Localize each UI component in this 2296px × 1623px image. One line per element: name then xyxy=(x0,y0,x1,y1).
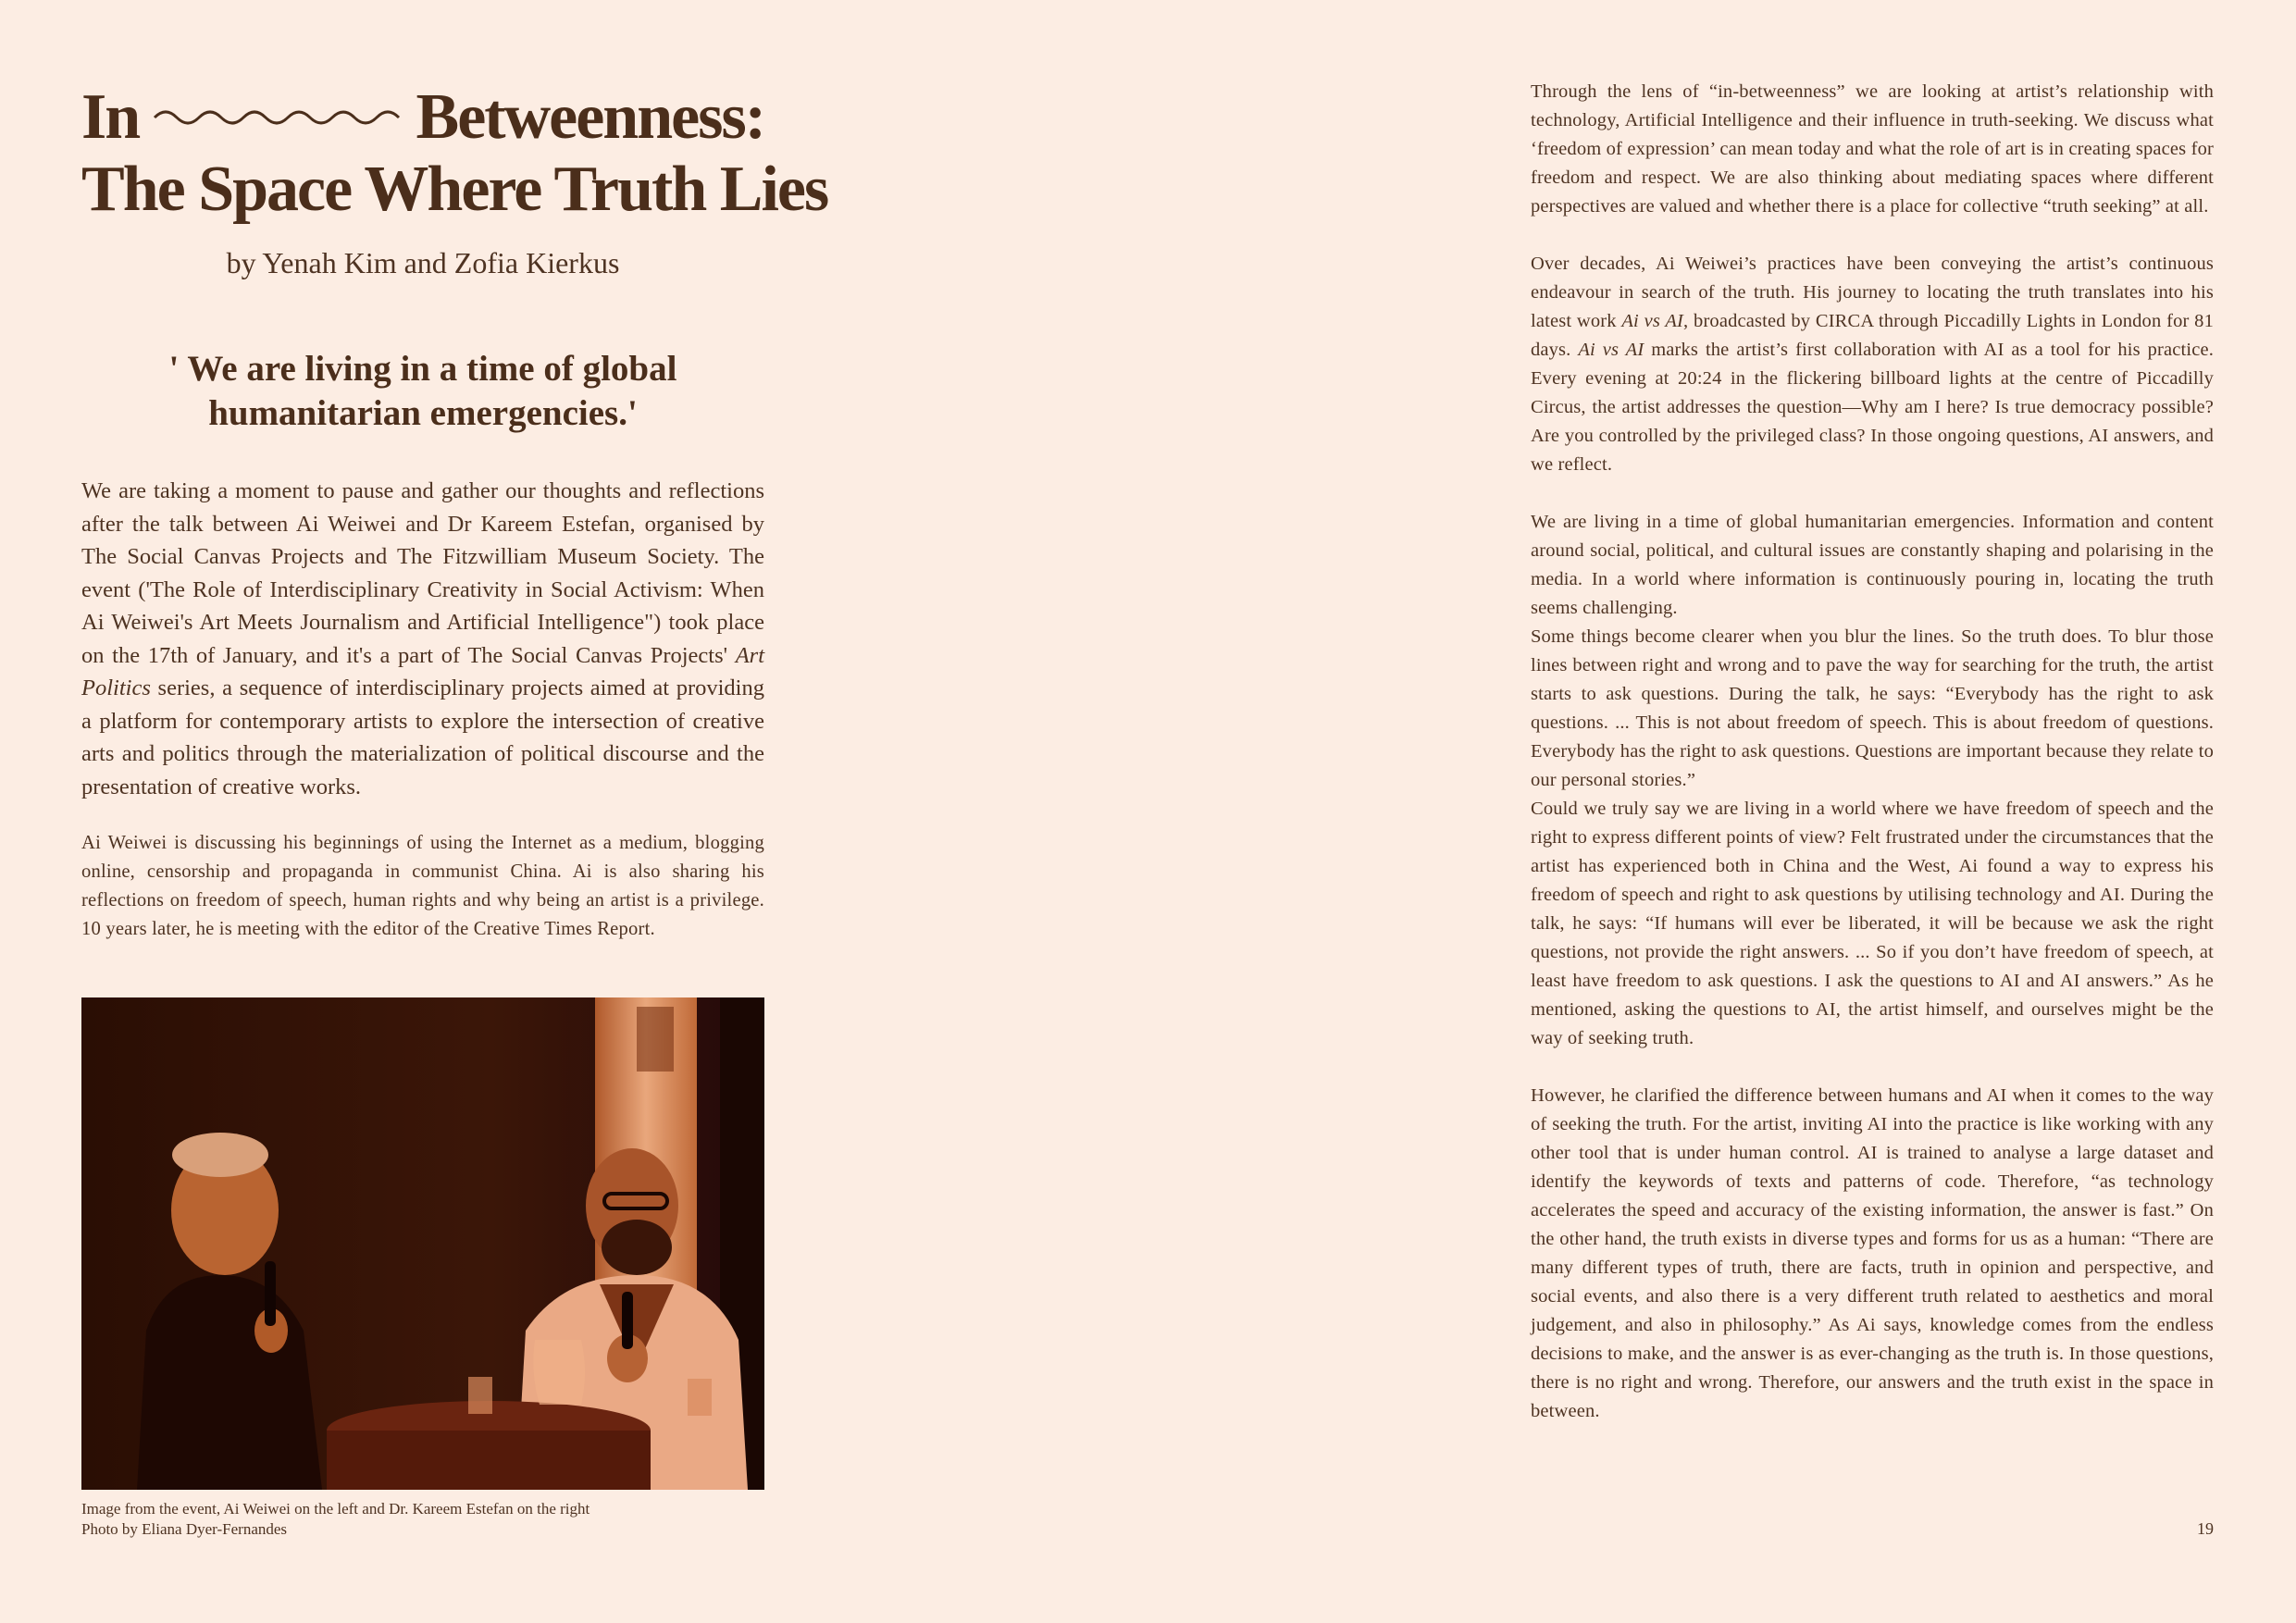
intro-text-end: series, a sequence of interdisciplinary projects aimed at providing a platform for contemporary artists to explore the intersection of creative arts and politics through the materialization of political discourse and the presentation of creative works. xyxy=(81,675,764,799)
right-paragraph-1: Through the lens of “in-betweenness” we are looking at artist’s relationship with technology, Artificial Intelligence and their influence in truth-seeking. We discuss what ‘freedom of expression’ can mean today and what the role of art is in creating spaces for freedom and respect. We are also thinking about mediating spaces where different perspectives are valued and whether there is a place for collective “truth seeking” at all. xyxy=(1531,81,2214,217)
right-column xyxy=(1531,78,2214,1426)
pull-quote-line-1: ' We are living in a time of global xyxy=(168,349,677,389)
photo-caption xyxy=(81,1499,590,1540)
pull-quote xyxy=(100,347,746,436)
pull-quote-line-2: humanitarian emergencies.' xyxy=(208,393,638,433)
left-column xyxy=(81,81,828,944)
article-title xyxy=(81,81,828,226)
byline: by Yenah Kim and Zofia Kierkus xyxy=(226,246,620,279)
intro-paragraph xyxy=(81,475,764,803)
right-paragraph-2 xyxy=(1531,250,2214,479)
right-paragraph-2-part-b: , broadcasted by CIRCA through Piccadilly Lights in London for 81 days. xyxy=(1531,311,2214,360)
event-photo xyxy=(81,997,764,1490)
right-paragraph-3: We are living in a time of global humanitarian emergencies. Information and content around social, political, and cultural issues are constantly shaping and polarising in the media. In a world where information is continuously pouring in, locating the truth seems challenging. xyxy=(1531,512,2214,618)
body-paragraph-left-text: Ai Weiwei is discussing his beginnings of using the Internet as a medium, blogging online, censorship and propaganda in communist China. Ai is also sharing his reflections on freedom of speech, human rights and why being an artist is a privilege. 10 years later, he is meeting with the editor of the Creative Times Report. xyxy=(81,833,764,939)
body-paragraph-left xyxy=(81,829,764,944)
artwork-title-2: Ai vs AI xyxy=(1578,340,1644,360)
right-paragraph-5: Could we truly say we are living in a world where we have freedom of speech and the right to express different points of view? Felt frustrated under the circumstances that the artist has experienced both in China and the West, Ai found a way to express his freedom of speech and right to ask questions by utilising technology and AI. During the talk, he says: “If humans will ever be liberated, it will be because we ask the right questions, not provide the right answers. ... So if you don’t have freedom of speech, at least have freedom to ask questions. I ask the questions to AI and AI answers.” As he mentioned, asking the questions to AI, the artist himself, and ourselves might be the way of seeking truth. xyxy=(1531,799,2214,1048)
caption-line-1: Image from the event, Ai Weiwei on the left and Dr. Kareem Estefan on the right xyxy=(81,1500,590,1518)
artwork-title: Ai vs AI xyxy=(1621,311,1684,331)
title-line-1 xyxy=(81,81,764,154)
caption-line-2: Photo by Eliana Dyer-Fernandes xyxy=(81,1520,288,1538)
wavy-line-icon xyxy=(153,104,403,131)
title-word-betweenness: Betweenness: xyxy=(416,81,764,153)
right-paragraph-6: However, he clarified the difference between humans and AI when it comes to the way of seeking the truth. For the artist, inviting AI into the practice is like working with any other tool that is under human control. AI is trained to analyse a large dataset and identify the keywords of texts and patterns of code. Therefore, “as technology accelerates the speed and accuracy of the existing information, the answer is fast.” On the other hand, the truth exists in diverse types and forms for us as a human: “There are many different types of truth, there are facts, truth in opinion and perspective, and social events, and also there is a very different truth related to aesthetics and moral judgement, and also in philosophy.” As Ai says, knowledge comes from the endless decisions to make, and the answer is as ever-changing as the truth is. In those questions, there is no right and wrong. Therefore, our answers and the truth exist in the space in between. xyxy=(1531,1085,2214,1421)
title-line-2: The Space Where Truth Lies xyxy=(81,154,828,225)
series-name: Art Politics xyxy=(81,642,764,700)
right-paragraph-2-part-c: marks the artist’s first collaboration with AI as a tool for his practice. Every evening at 20:24 in the flickering billboard lights at the centre of Piccadilly Circus, the artist addresses the question—Why am I here? Is true democracy possible? Are you controlled by the privileged class? In those ongoing questions, AI answers, and we reflect. xyxy=(1531,340,2214,475)
event-photo-illustration xyxy=(81,997,764,1490)
page-number: 19 xyxy=(2197,1519,2214,1538)
right-paragraph-2-part-a: Over decades, Ai Weiwei’s practices have been conveying the artist’s continuous endeavour in search of the truth. His journey to locating the truth translates into his latest work xyxy=(1531,254,2214,331)
intro-text-start: We are taking a moment to pause and gather our thoughts and reflections after the talk between Ai Weiwei and Dr Kareem Estefan, organised by The Social Canvas Projects and The Fitzwilliam Museum Society. The event ('The Role of Interdisciplinary Creativity in Social Activism: When Ai Weiwei's Art Meets Journalism and Artificial Intelligence") took place on the 17th of January, and it's a part of The Social Canvas Projects' xyxy=(81,478,764,668)
title-word-in: In xyxy=(81,81,140,153)
right-paragraph-4: Some things become clearer when you blur the lines. So the truth does. To blur those lines between right and wrong and to pave the way for searching for the truth, the artist starts to ask questions. During the talk, he says: “Everybody has the right to ask questions. ... This is not about freedom of speech. This is about freedom of questions. Everybody has the right to ask questions. Questions are important because they relate to our personal stories.” xyxy=(1531,626,2214,790)
